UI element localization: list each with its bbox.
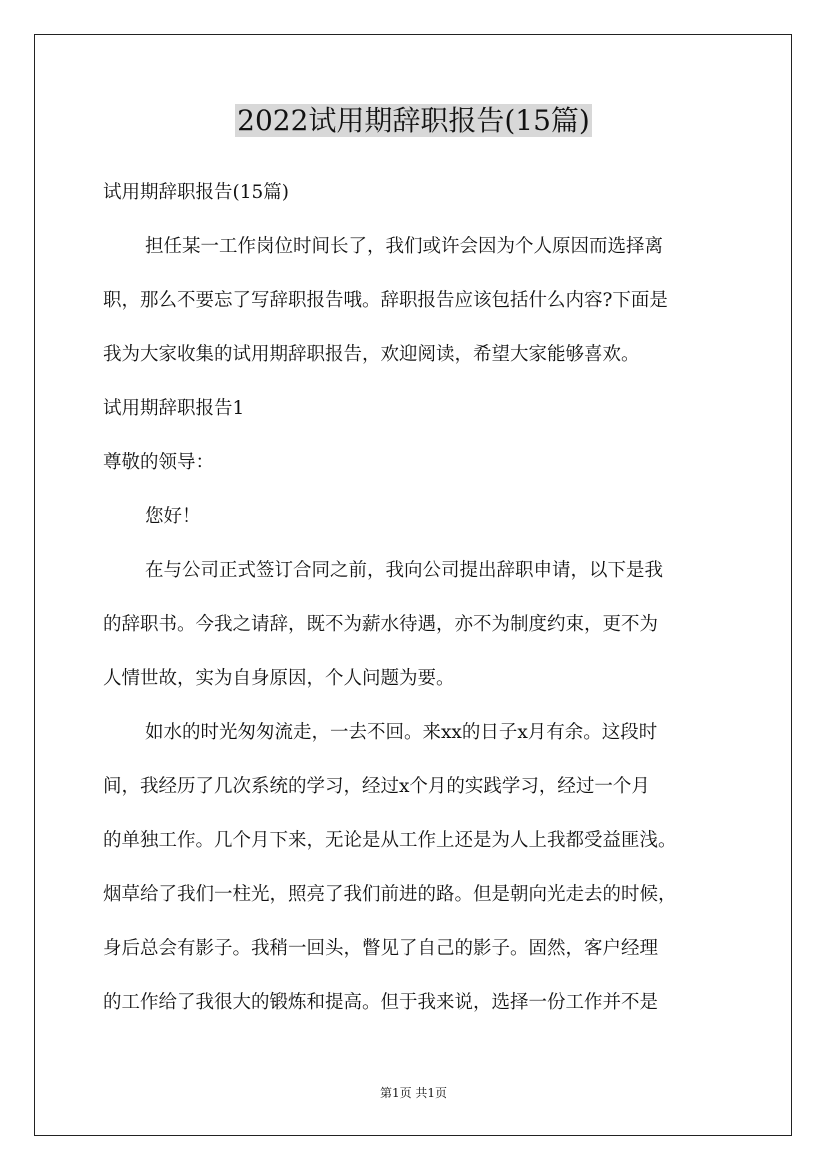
salutation: 尊敬的领导： — [103, 452, 215, 473]
text-line: 担任某一工作岗位时间长了，我们或许会因为个人原因而选择离 — [145, 236, 664, 257]
greeting: 您好！ — [145, 506, 201, 527]
text-line: 职，那么不要忘了写辞职报告哦。辞职报告应该包括什么内容?下面是 — [103, 290, 668, 311]
text-line: 如水的时光匆匆流走，一去不回。来xx的日子x月有余。这段时 — [145, 722, 658, 743]
page-footer: 第1页 共1页 — [379, 1086, 448, 1100]
text-line: 我为大家收集的试用期辞职报告，欢迎阅读，希望大家能够喜欢。 — [103, 344, 640, 365]
text-line: 的工作给了我很大的锻炼和提高。但于我来说，选择一份工作并不是 — [103, 992, 659, 1013]
subtitle-line: 试用期辞职报告(15篇) — [103, 182, 289, 203]
text-line: 在与公司正式签订合同之前，我向公司提出辞职申请，以下是我 — [145, 560, 664, 581]
text-line: 身后总会有影子。我稍一回头，瞥见了自己的影子。固然，客户经理 — [103, 938, 659, 959]
text-line: 人情世故，实为自身原因，个人问题为要。 — [103, 668, 455, 689]
text-line: 烟草给了我们一柱光，照亮了我们前进的路。但是朝向光走去的时候， — [103, 884, 677, 905]
document-title: 2022试用期辞职报告(15篇) — [237, 104, 590, 137]
text-line: 的辞职书。今我之请辞，既不为薪水待遇，亦不为制度约束，更不为 — [103, 614, 659, 635]
text-line: 间，我经历了几次系统的学习，经过x个月的实践学习，经过一个月 — [103, 776, 650, 797]
section-heading: 试用期辞职报告1 — [103, 398, 245, 419]
text-line: 的单独工作。几个月下来，无论是从工作上还是为人上我都受益匪浅。 — [103, 830, 677, 851]
document-title-block — [0, 100, 827, 142]
